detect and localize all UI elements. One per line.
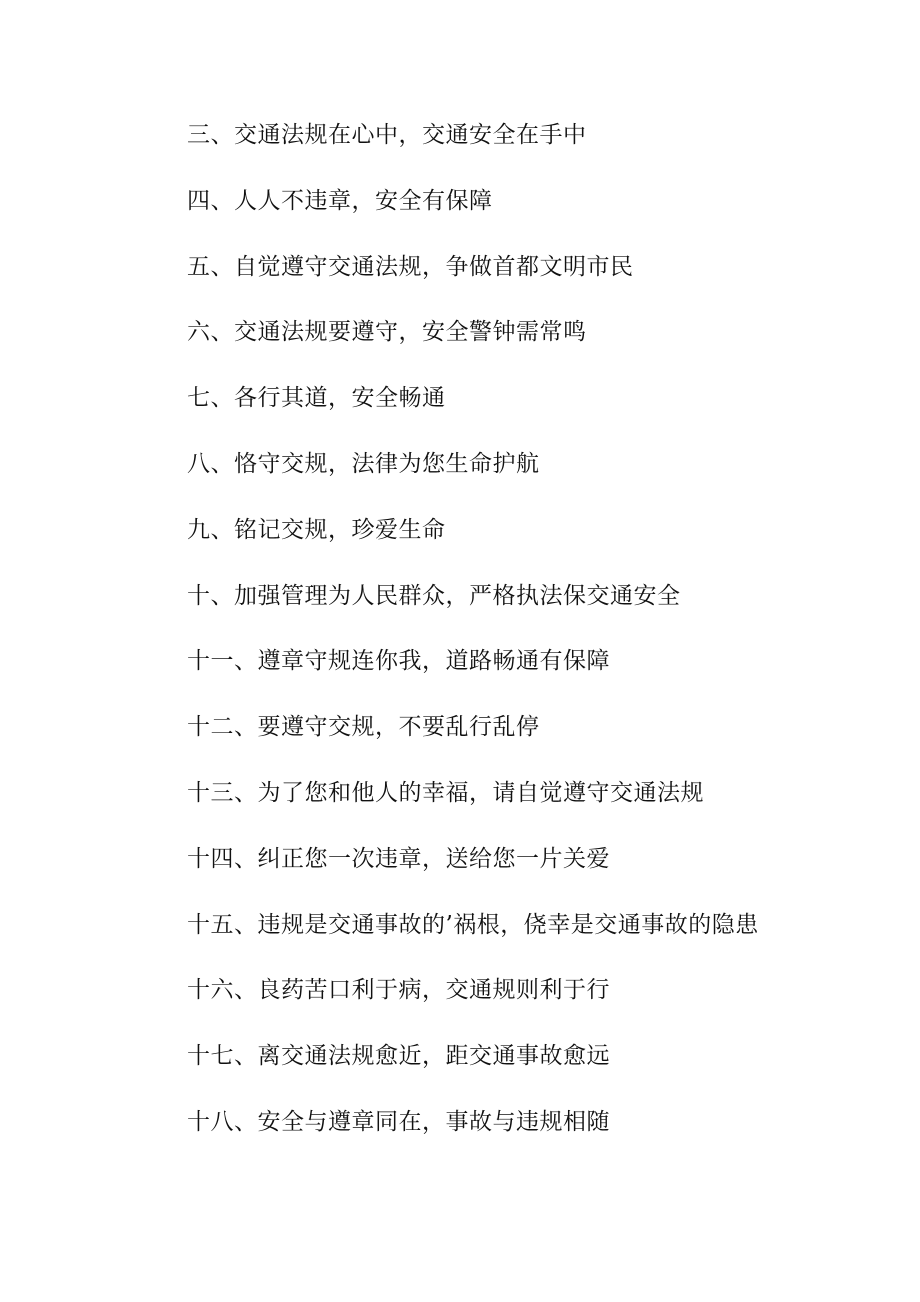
- slogan-item-5: 五、自觉遵守交通法规，争做首都文明市民: [187, 253, 634, 280]
- slogan-item-6: 六、交通法规要遵守，安全警钟需常鸣: [187, 319, 587, 346]
- slogan-item-11: 十一、遵章守规连你我，道路畅通有保障: [187, 648, 610, 675]
- slogan-item-4: 四、人人不违章，安全有保障: [187, 187, 493, 214]
- slogan-item-15: 十五、违规是交通事故的’祸根，侥幸是交通事故的隐患: [187, 911, 759, 938]
- slogan-item-7: 七、各行其道，安全畅通: [187, 385, 446, 412]
- slogan-item-3: 三、交通法规在心中，交通安全在手中: [187, 122, 587, 148]
- slogan-item-16: 十六、良药苦口利于病，交通规则利于行: [187, 977, 610, 1004]
- slogan-item-14: 十四、纠正您一次违章，送给您一片关爱: [187, 845, 610, 872]
- slogan-item-8: 八、恪守交规，法律为您生命护航: [187, 450, 540, 477]
- slogan-item-18: 十八、安全与遵章同在，事故与违规相随: [187, 1108, 610, 1135]
- slogan-item-9: 九、铭记交规，珍爱生命: [187, 516, 446, 543]
- slogan-item-12: 十二、要遵守交规，不要乱行乱停: [187, 714, 540, 741]
- slogan-item-10: 十、加强管理为人民群众，严格执法保交通安全: [187, 582, 681, 609]
- slogan-item-17: 十七、离交通法规愈近，距交通事故愈远: [187, 1043, 610, 1070]
- slogan-list: [187, 114, 759, 1167]
- slogan-item-13: 十三、为了您和他人的幸福，请自觉遵守交通法规: [187, 779, 704, 806]
